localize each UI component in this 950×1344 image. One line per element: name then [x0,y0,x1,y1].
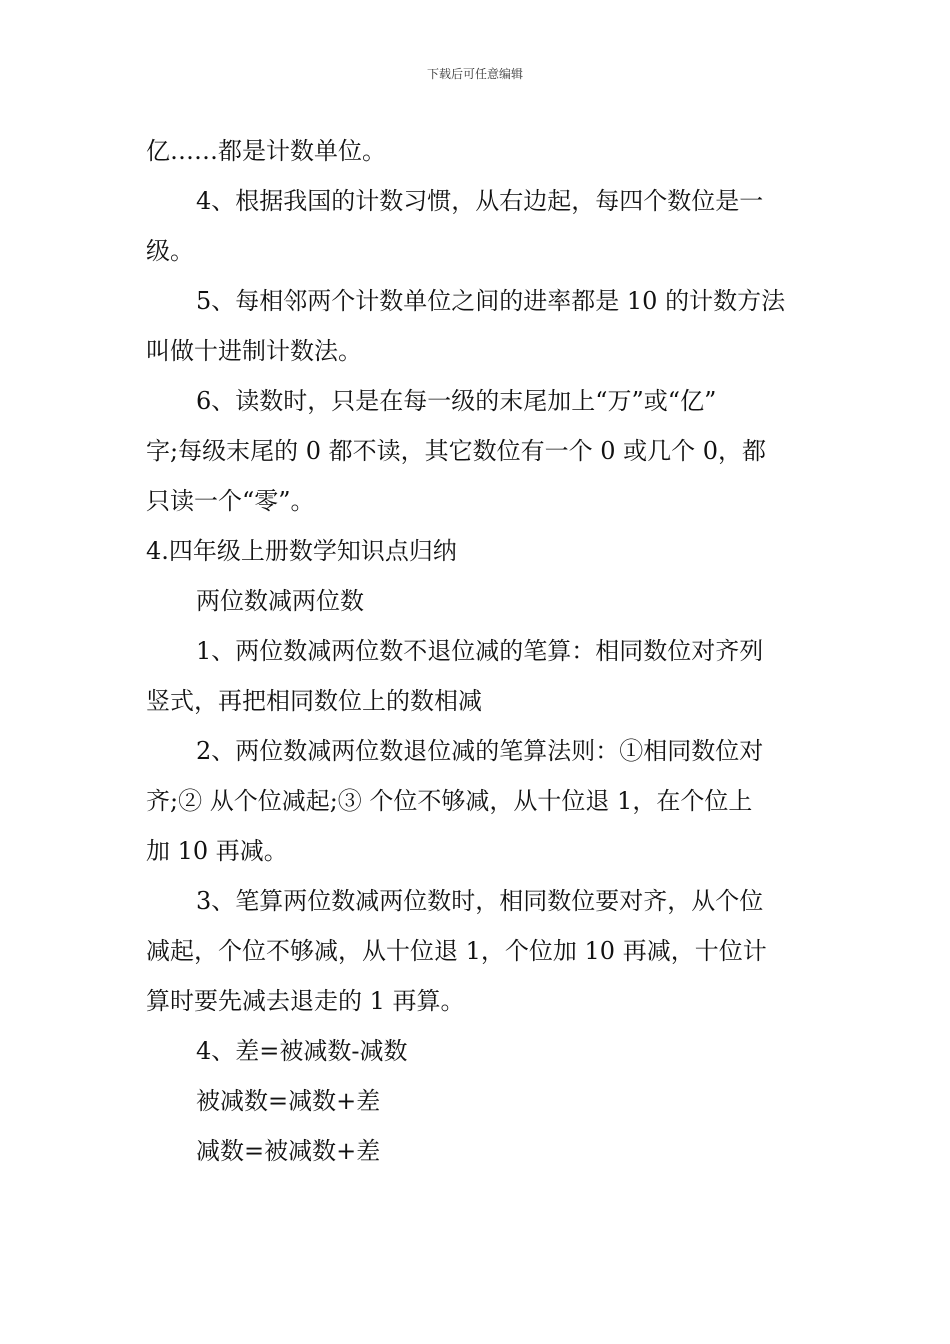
page-header: 下载后可任意编辑 [426,67,523,81]
text-line: 加 10 再减。 [146,837,288,865]
text-line: 级。 [146,237,194,265]
text-line: 5、每相邻两个计数单位之间的进率都是 10 的计数方法 [196,287,786,315]
formula-line: 被减数=减数+差 [196,1087,381,1115]
subsection-title: 两位数减两位数 [196,587,364,615]
text-line: 2、两位数减两位数退位减的笔算法则：①相同数位对 [196,737,764,765]
text-line: 算时要先减去退走的 1 再算。 [146,987,465,1015]
text-line: 6、读数时，只是在每一级的末尾加上“万”或“亿” [196,387,717,415]
formula-line: 4、差=被减数-减数 [196,1037,408,1065]
text-line: 3、笔算两位数减两位数时，相同数位要对齐，从个位 [196,887,764,915]
text-line: 1、两位数减两位数不退位减的笔算：相同数位对齐列 [196,637,764,665]
text-line: 齐;② 从个位减起;③ 个位不够减，从十位退 1，在个位上 [146,787,753,815]
text-line: 竖式，再把相同数位上的数相减 [146,687,482,715]
text-line: 字;每级末尾的 0 都不读，其它数位有一个 0 或几个 0，都 [146,437,767,465]
text-line: 叫做十进制计数法。 [146,337,362,365]
text-line: 4、根据我国的计数习惯，从右边起，每四个数位是一 [196,187,764,215]
text-line: 只读一个“零”。 [146,487,315,515]
text-line: 减起，个位不够减，从十位退 1，个位加 10 再减，十位计 [146,937,767,965]
section-heading: 4.四年级上册数学知识点归纳 [146,537,457,565]
text-line: 亿……都是计数单位。 [146,137,386,165]
formula-line: 减数=被减数+差 [196,1137,381,1165]
document-body [146,126,808,1176]
